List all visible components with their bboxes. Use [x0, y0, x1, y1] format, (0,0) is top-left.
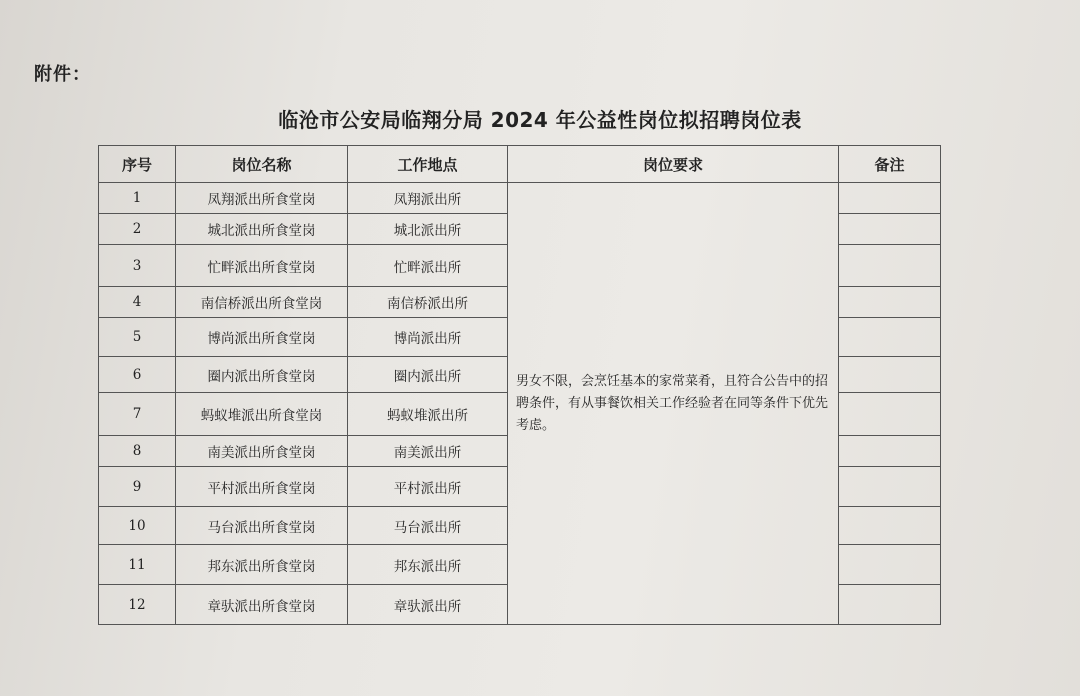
cell-location: 圈内派出所	[348, 357, 508, 393]
cell-position: 平村派出所食堂岗	[176, 467, 348, 507]
cell-index: 10	[99, 507, 176, 545]
cell-index: 9	[99, 467, 176, 507]
header-location: 工作地点	[348, 146, 508, 183]
cell-index: 8	[99, 436, 176, 467]
cell-remark	[839, 214, 941, 245]
cell-remark	[839, 393, 941, 436]
table-row	[99, 183, 941, 214]
header-remarks: 备注	[839, 146, 941, 183]
cell-remark	[839, 436, 941, 467]
cell-position: 马台派出所食堂岗	[176, 507, 348, 545]
cell-index: 1	[99, 183, 176, 214]
header-requirements: 岗位要求	[508, 146, 839, 183]
cell-remark	[839, 467, 941, 507]
cell-location: 南美派出所	[348, 436, 508, 467]
table-header-row	[99, 146, 941, 183]
cell-remark	[839, 183, 941, 214]
cell-remark	[839, 318, 941, 357]
cell-position: 圈内派出所食堂岗	[176, 357, 348, 393]
cell-index: 4	[99, 287, 176, 318]
cell-index: 3	[99, 245, 176, 287]
requirements-cell: 男女不限，会烹饪基本的家常菜肴，且符合公告中的招聘条件，有从事餐饮相关工作经验者在同等条件下优先考虑。	[508, 183, 839, 625]
cell-position: 南信桥派出所食堂岗	[176, 287, 348, 318]
cell-remark	[839, 245, 941, 287]
cell-location: 邦东派出所	[348, 545, 508, 585]
cell-index: 2	[99, 214, 176, 245]
cell-index: 12	[99, 585, 176, 625]
cell-position: 凤翔派出所食堂岗	[176, 183, 348, 214]
cell-location: 马台派出所	[348, 507, 508, 545]
cell-location: 城北派出所	[348, 214, 508, 245]
cell-index: 11	[99, 545, 176, 585]
cell-remark	[839, 545, 941, 585]
cell-position: 博尚派出所食堂岗	[176, 318, 348, 357]
cell-remark	[839, 357, 941, 393]
cell-position: 南美派出所食堂岗	[176, 436, 348, 467]
header-position: 岗位名称	[176, 146, 348, 183]
cell-position: 蚂蚁堆派出所食堂岗	[176, 393, 348, 436]
header-index: 序号	[99, 146, 176, 183]
cell-location: 章驮派出所	[348, 585, 508, 625]
cell-location: 平村派出所	[348, 467, 508, 507]
document-title: 临沧市公安局临翔分局 2024 年公益性岗位拟招聘岗位表	[278, 108, 802, 132]
cell-index: 5	[99, 318, 176, 357]
cell-remark	[839, 507, 941, 545]
cell-position: 忙畔派出所食堂岗	[176, 245, 348, 287]
cell-location: 忙畔派出所	[348, 245, 508, 287]
cell-location: 南信桥派出所	[348, 287, 508, 318]
cell-position: 邦东派出所食堂岗	[176, 545, 348, 585]
cell-location: 凤翔派出所	[348, 183, 508, 214]
cell-remark	[839, 287, 941, 318]
cell-position: 章驮派出所食堂岗	[176, 585, 348, 625]
cell-location: 博尚派出所	[348, 318, 508, 357]
cell-location: 蚂蚁堆派出所	[348, 393, 508, 436]
cell-position: 城北派出所食堂岗	[176, 214, 348, 245]
attachment-label: 附件：	[34, 64, 91, 85]
cell-index: 7	[99, 393, 176, 436]
cell-index: 6	[99, 357, 176, 393]
cell-remark	[839, 585, 941, 625]
positions-table	[98, 145, 941, 625]
